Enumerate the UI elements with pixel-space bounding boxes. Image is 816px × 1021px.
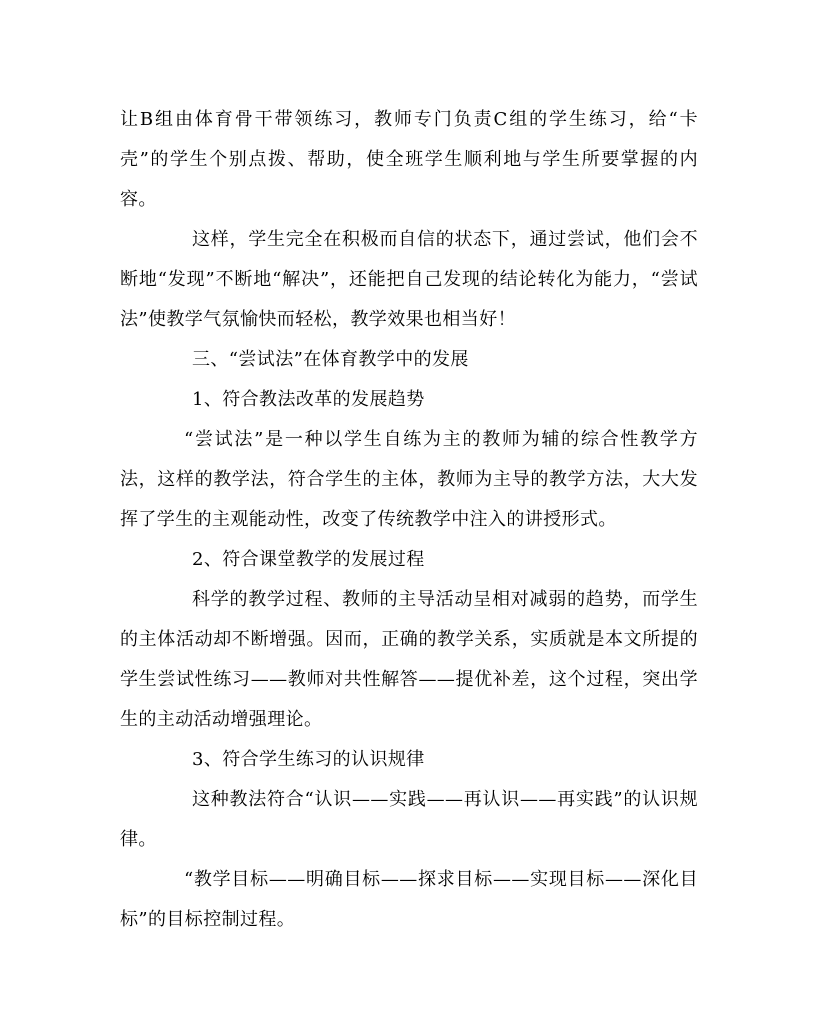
paragraph-goal-control: “教学目标——明确目标——探求目标——实现目标——深化目标”的目标控制过程。 [120, 869, 698, 930]
paragraph-cognitive-law: 这种教法符合“认识——实践——再认识——再实践”的认识规律。 [120, 789, 698, 850]
paragraph-trial-effect: 这样，学生完全在积极而自信的状态下，通过尝试，他们会不断地“发现”不断地“解决”，还能把自己发现的结论转化为能力，“尝试法”使教学气氛愉快而轻松，教学效果也相当好！ [120, 229, 698, 330]
paragraph-group-b-practice: 让B组由体育骨干带领练习，教师专门负责C组的学生练习，给“卡壳”的学生个别点拨、帮助，使全班学生顺利地与学生所要掌握的内容。 [120, 109, 698, 210]
document-body [120, 100, 698, 940]
section-heading-development: 三、“尝试法”在体育教学中的发展 [192, 349, 469, 370]
subheading-cognitive-law: 3、符合学生练习的认识规律 [192, 749, 425, 770]
subheading-reform-trend: 1、符合教法改革的发展趋势 [192, 389, 425, 410]
paragraph-teaching-process: 科学的教学过程、教师的主导活动呈相对减弱的趋势，而学生的主体活动却不断增强。因而，正确的教学关系，实质就是本文所提的学生尝试性练习——教师对共性解答——提优补差，这个过程，突出学生的主动活动增强理论。 [120, 589, 698, 730]
paragraph-trial-method-definition: “尝试法”是一种以学生自练为主的教师为辅的综合性教学方法，这样的教学法，符合学生的主体，教师为主导的教学方法，大大发挥了学生的主观能动性，改变了传统教学中注入的讲授形式。 [120, 429, 698, 530]
subheading-classroom-process: 2、符合课堂教学的发展过程 [192, 549, 425, 570]
